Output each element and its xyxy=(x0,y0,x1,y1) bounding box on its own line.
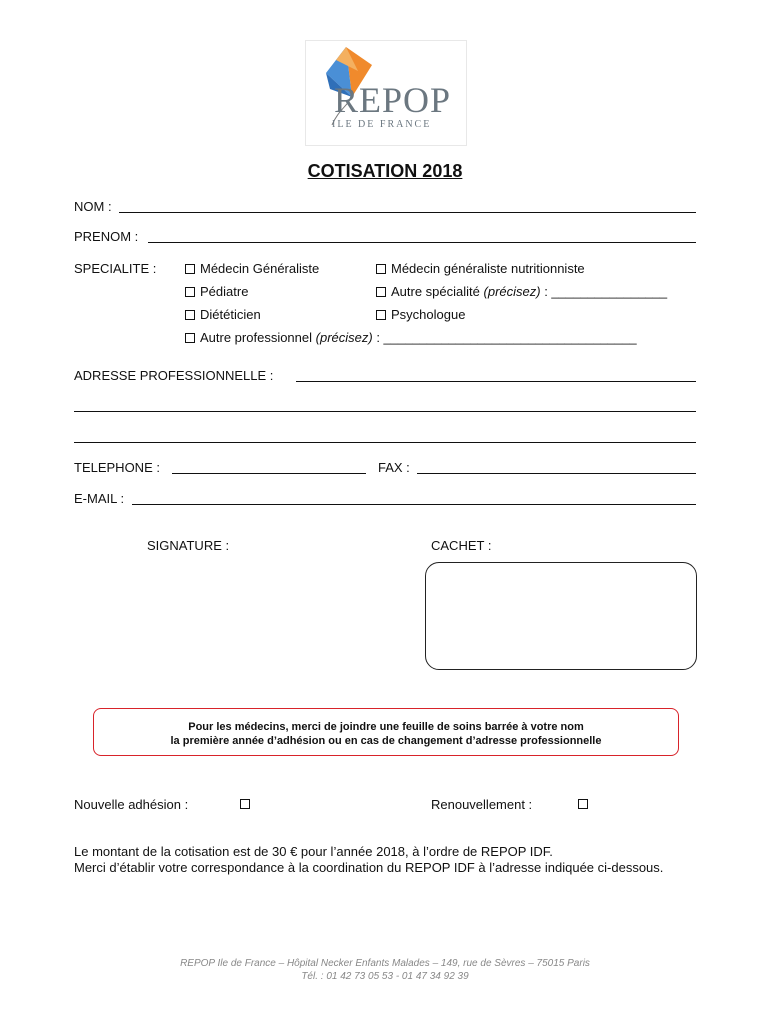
repop-logo xyxy=(305,40,467,146)
payment-text xyxy=(74,844,696,876)
option-autre-professionnel[interactable]: Autre professionnel (précisez) : ___________________________________ xyxy=(185,330,637,345)
notice-line-1: Pour les médecins, merci de joindre une feuille de soins barrée à votre nom xyxy=(188,721,584,733)
option-pediatre[interactable]: Pédiatre xyxy=(185,284,248,299)
signature-label: SIGNATURE : xyxy=(147,538,230,553)
adresse-field-1[interactable] xyxy=(296,381,696,382)
prenom-label: PRENOM : xyxy=(74,229,139,244)
page-title: COTISATION 2018 xyxy=(307,161,463,181)
nouvelle-adhesion-checkbox[interactable] xyxy=(240,799,250,809)
fax-field[interactable] xyxy=(417,473,696,474)
notice-box xyxy=(93,708,679,756)
option-medecin-nutritionniste[interactable]: Médecin généraliste nutritionniste xyxy=(376,261,585,276)
renouvellement-label: Renouvellement : xyxy=(431,797,533,812)
checkbox[interactable] xyxy=(185,310,195,320)
checkbox[interactable] xyxy=(185,287,195,297)
option-dieteticien[interactable]: Diététicien xyxy=(185,307,261,322)
payment-line-1: Le montant de la cotisation est de 30 € pour l’année 2018, à l’ordre de REPOP IDF. xyxy=(74,844,553,859)
option-medecin-generaliste[interactable]: Médecin Généraliste xyxy=(185,261,319,276)
checkbox[interactable] xyxy=(376,287,386,297)
nouvelle-adhesion-label: Nouvelle adhésion : xyxy=(74,797,189,812)
email-label: E-MAIL : xyxy=(74,491,125,506)
renouvellement-checkbox[interactable] xyxy=(578,799,588,809)
checkbox[interactable] xyxy=(185,264,195,274)
checkbox[interactable] xyxy=(185,333,195,343)
email-field[interactable] xyxy=(132,504,696,505)
adresse-label: ADRESSE PROFESSIONNELLE : xyxy=(74,368,274,383)
option-psychologue[interactable]: Psychologue xyxy=(376,307,465,322)
cachet-box[interactable] xyxy=(425,562,697,670)
adresse-field-3[interactable] xyxy=(74,442,696,443)
nom-label: NOM : xyxy=(74,199,112,214)
footer-address: REPOP Ile de France – Hôpital Necker Enfants Malades – 149, rue de Sèvres – 75015 Paris xyxy=(180,958,590,969)
footer-phone: Tél. : 01 42 73 05 53 - 01 47 34 92 39 xyxy=(301,971,469,982)
fax-label: FAX : xyxy=(378,460,410,475)
nom-field[interactable] xyxy=(119,212,696,213)
logo-subtitle: ILE DE FRANCE xyxy=(332,119,432,130)
notice-line-2: la première année d’adhésion ou en cas de changement d’adresse professionnelle xyxy=(170,735,602,747)
specialite-label: SPECIALITE : xyxy=(74,261,157,276)
adresse-field-2[interactable] xyxy=(74,411,696,412)
telephone-field[interactable] xyxy=(172,473,366,474)
option-autre-specialite[interactable]: Autre spécialité (précisez) : ________________ xyxy=(376,284,667,299)
telephone-label: TELEPHONE : xyxy=(74,460,160,475)
payment-line-2: Merci d’établir votre correspondance à la coordination du REPOP IDF à l’adresse indiquée ci-dessous. xyxy=(74,860,664,875)
logo-wordmark: REPOP xyxy=(334,80,452,120)
prenom-field[interactable] xyxy=(148,242,696,243)
checkbox[interactable] xyxy=(376,264,386,274)
cachet-label: CACHET : xyxy=(431,538,492,553)
checkbox[interactable] xyxy=(376,310,386,320)
